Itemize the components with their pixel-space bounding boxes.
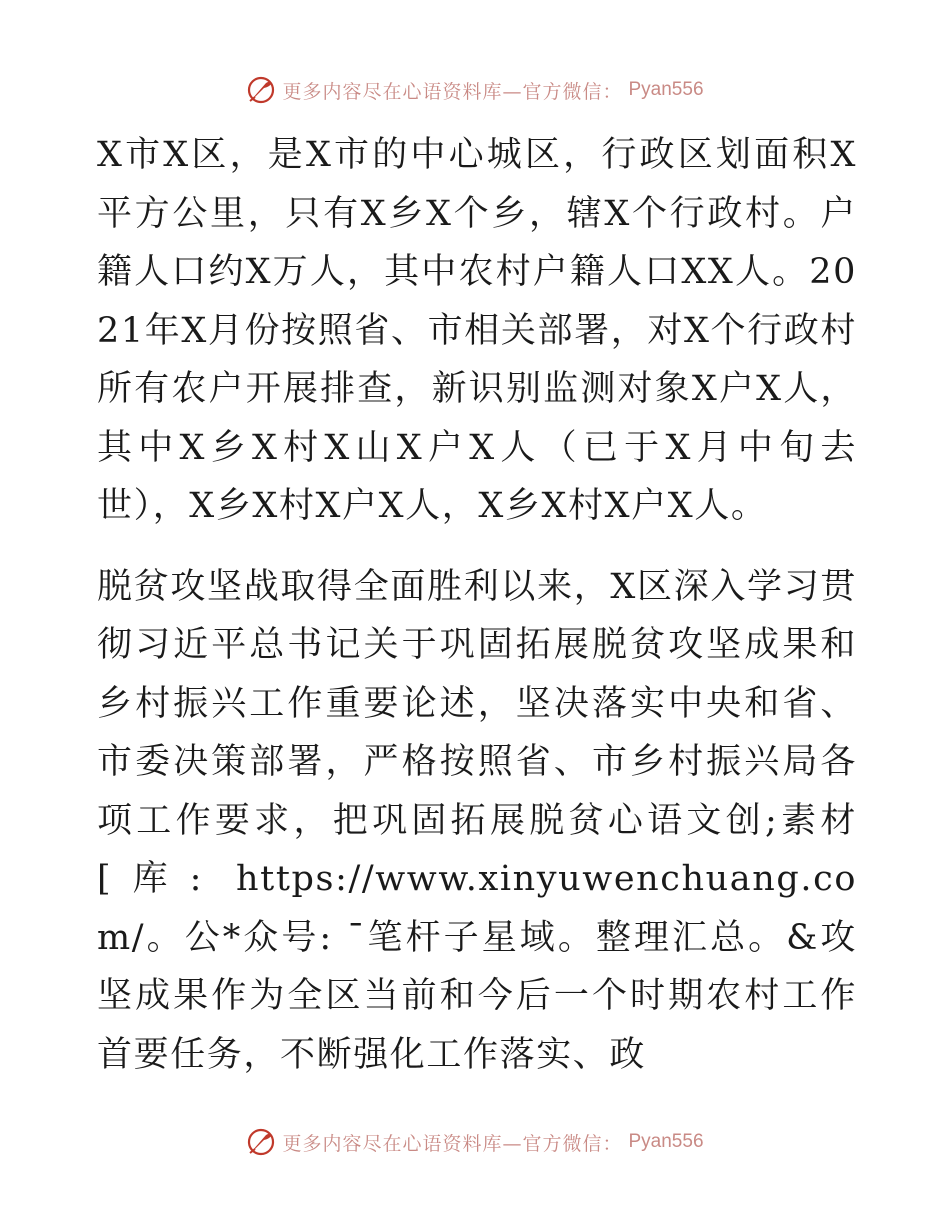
footer-watermark-id: Pyan556 (628, 1131, 704, 1152)
document-body (97, 126, 857, 1104)
quill-logo-icon (246, 75, 276, 105)
header-watermark (0, 72, 950, 108)
header-watermark-id: Pyan556 (628, 79, 704, 100)
header-watermark-text: 更多内容尽在心语资料库—官方微信： (282, 80, 623, 103)
footer-watermark (0, 1124, 950, 1160)
footer-watermark-text: 更多内容尽在心语资料库—官方微信： (282, 1132, 623, 1155)
paragraph-1: X市X区，是X市的中心城区，行政区划面积X平方公里，只有X乡X个乡，辖X个行政村。户籍人口约X万人，其中农村户籍人口XX人。2021年X月份按照省、市相关部署，对X个行政村所有农户开展排查，新识别监测对象X户X人，其中X乡X村X山X户X人（已于X月中旬去世），X乡X村X户X人，X乡X村X户X人。 (97, 135, 857, 526)
paragraph-2: 脱贫攻坚战取得全面胜利以来，X区深入学习贯彻习近平总书记关于巩固拓展脱贫攻坚成果和乡村振兴工作重要论述，坚决落实中央和省、市委决策部署，严格按照省、市乡村振兴局各项工作要求，把巩固拓展脱贫心语文创;素材[库: https://www.xinyuwenchuang.com/。公*众号: ¯笔杆子星域。整理汇总。&攻坚成果作为全区当前和今后一个时期农村工作首要任务，不断强化工作落实、政 (97, 566, 857, 1075)
quill-logo-icon (246, 1127, 276, 1157)
